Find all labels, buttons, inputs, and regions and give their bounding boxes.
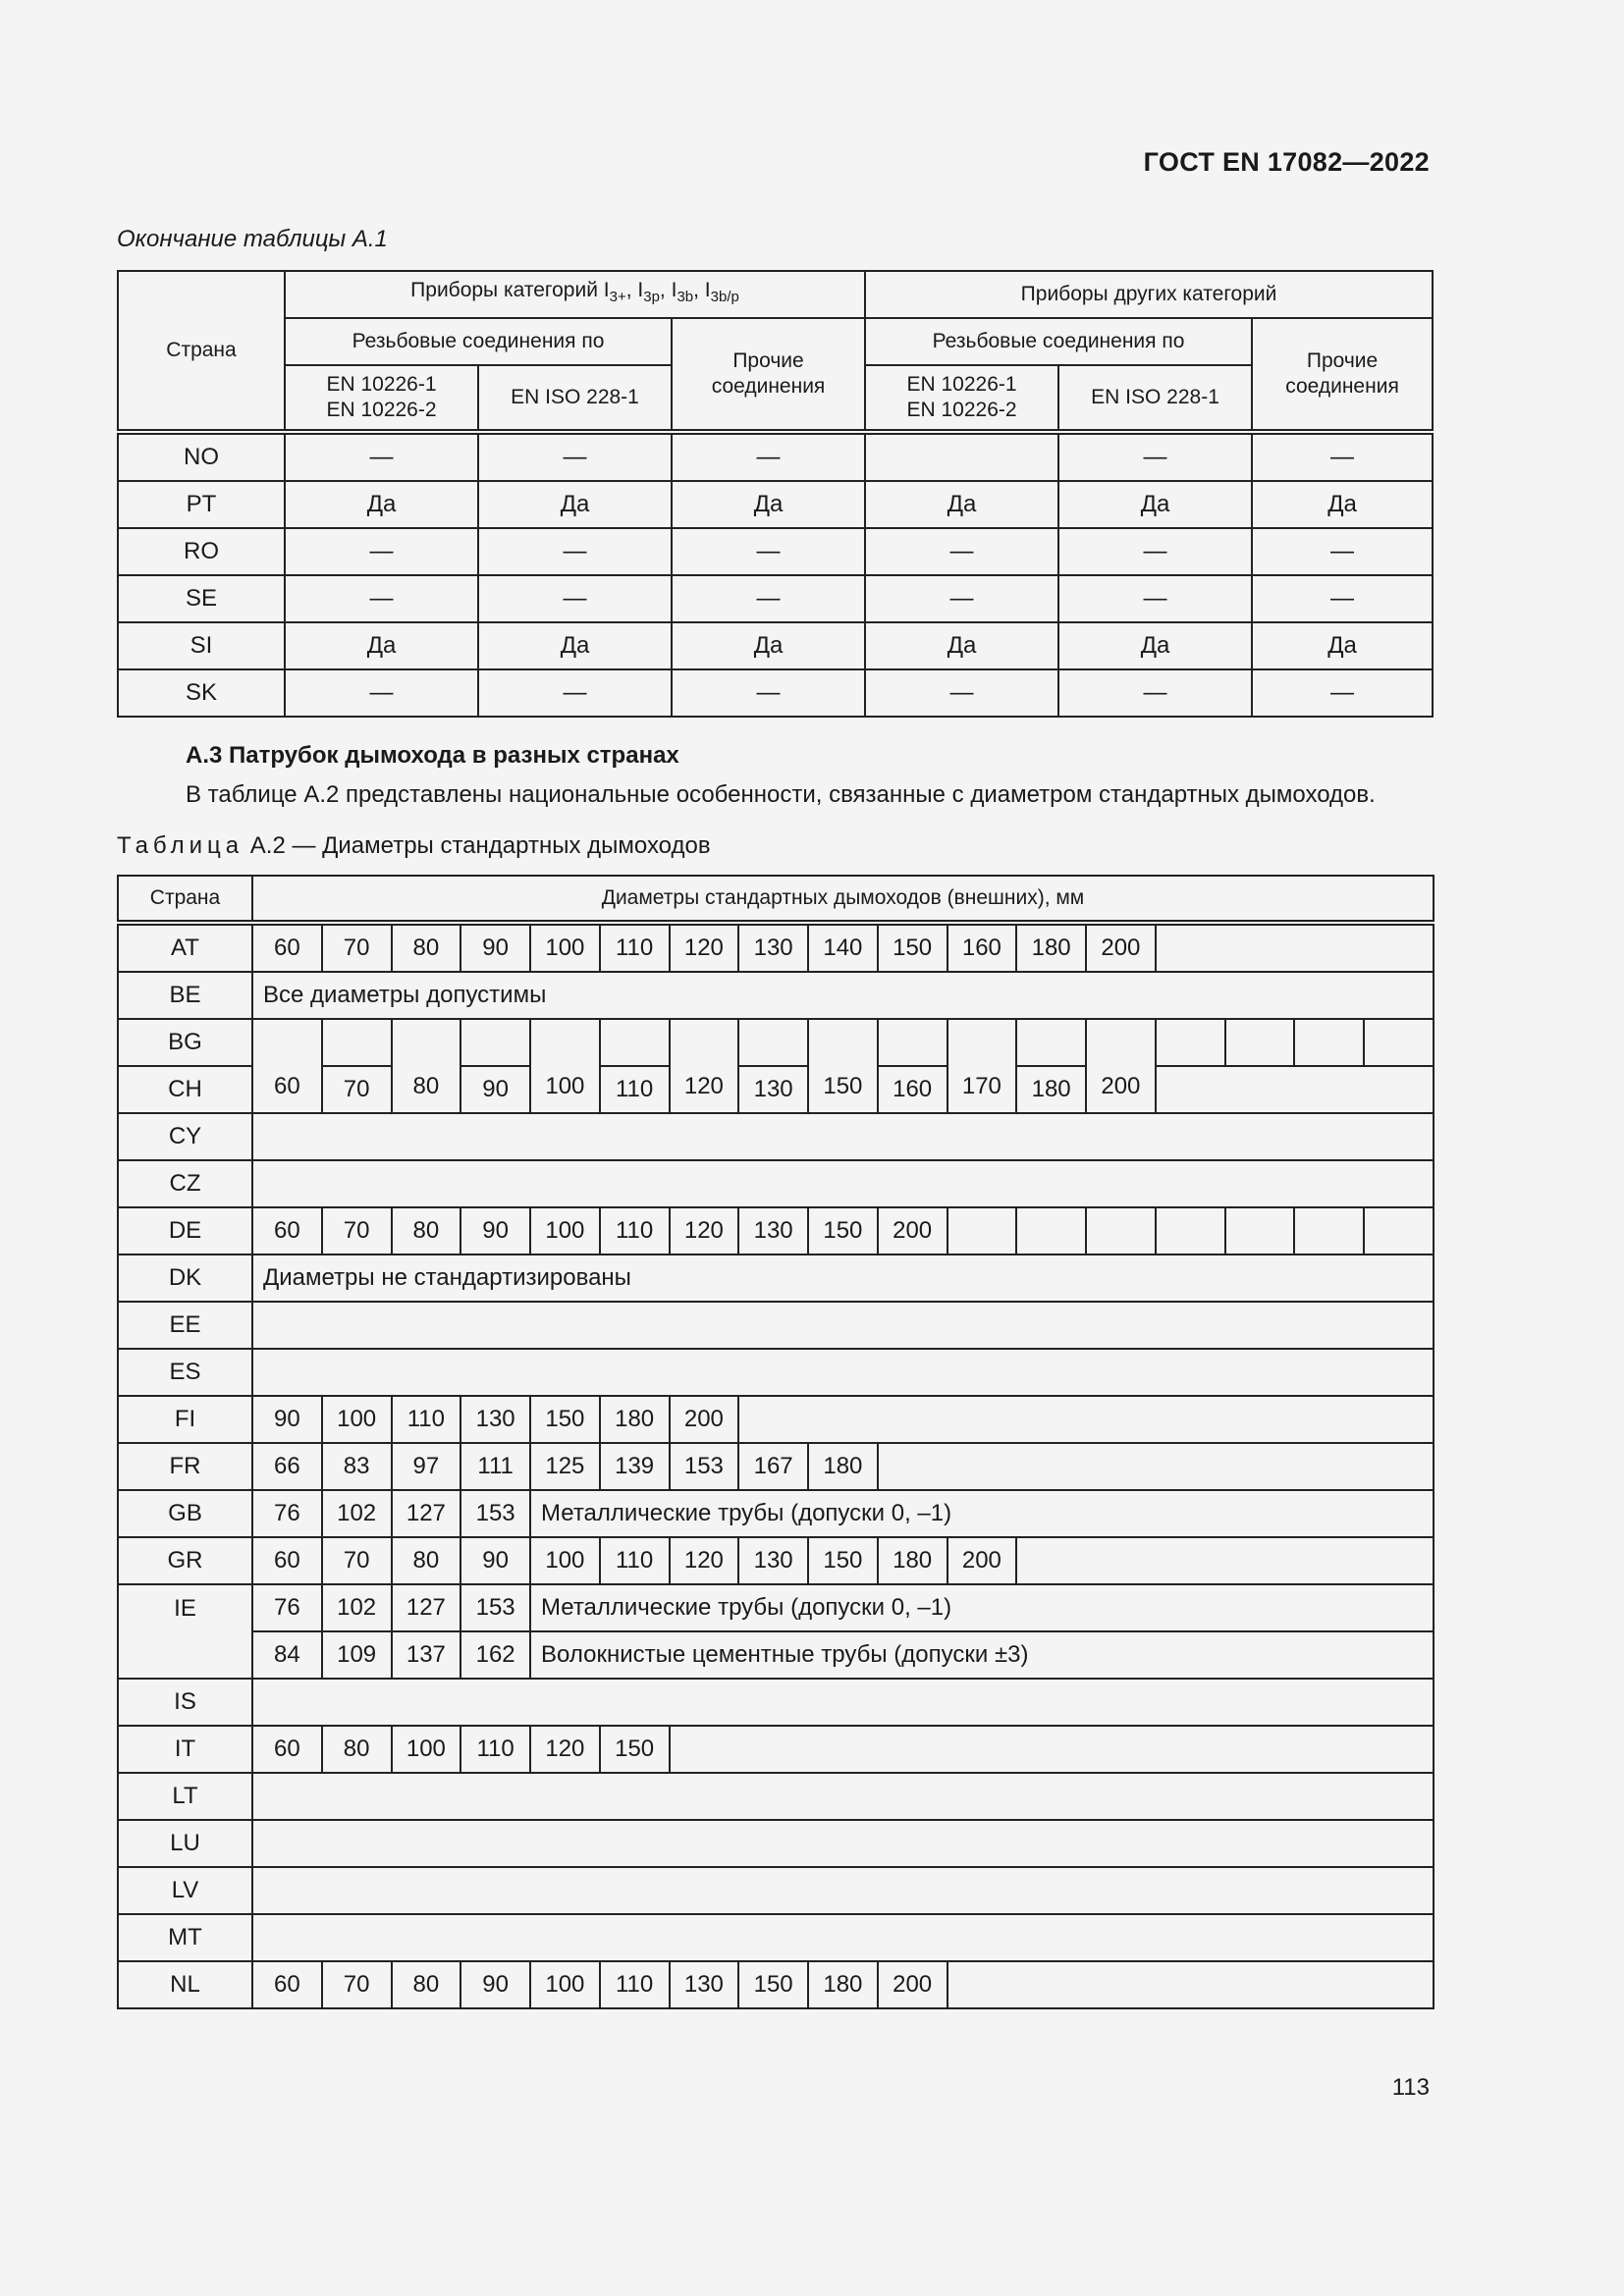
table-row (118, 972, 1434, 1019)
country-cell: PT (118, 481, 285, 528)
value-cell: — (1058, 432, 1252, 481)
value-cell: 130 (670, 1961, 739, 2008)
value-cell: 80 (322, 1726, 392, 1773)
value-cell: 111 (460, 1443, 530, 1490)
country-cell: FR (118, 1443, 252, 1490)
value-cell: 84 (252, 1631, 322, 1679)
value-cell: 90 (460, 923, 530, 972)
value-cell: 60 (252, 1961, 322, 2008)
country-cell: DE (118, 1207, 252, 1255)
value-cell: Да (1058, 481, 1252, 528)
table-a1-header-other-1: Прочие соединения (672, 318, 865, 432)
empty-cell (1294, 1019, 1364, 1066)
empty-cell (252, 1113, 1434, 1160)
value-cell: 110 (460, 1726, 530, 1773)
empty-cell (1364, 1019, 1434, 1066)
empty-cell (252, 1302, 1434, 1349)
empty-cell (252, 1773, 1434, 1820)
value-cell: 60 (252, 1019, 322, 1113)
table-row (118, 1584, 1434, 1631)
value-cell: 150 (878, 923, 947, 972)
value-cell: 162 (460, 1631, 530, 1679)
value-cell: — (1252, 575, 1433, 622)
value-cell: 83 (322, 1443, 392, 1490)
value-cell: 100 (392, 1726, 461, 1773)
table-a1 (117, 270, 1434, 718)
value-cell: — (1058, 575, 1252, 622)
value-cell: 127 (392, 1584, 461, 1631)
value-cell: 200 (878, 1961, 947, 2008)
empty-cell (1016, 1537, 1434, 1584)
value-cell: 200 (670, 1396, 739, 1443)
value-cell: 180 (808, 1443, 878, 1490)
empty-cell (1364, 1207, 1434, 1255)
value-cell: 180 (600, 1396, 670, 1443)
empty-cell (670, 1726, 1435, 1773)
table-row (118, 1349, 1434, 1396)
table-row (118, 1396, 1434, 1443)
value-cell: 90 (252, 1396, 322, 1443)
value-cell: — (285, 669, 478, 717)
value-cell: 150 (738, 1961, 808, 2008)
table-row (118, 1914, 1434, 1961)
value-cell: 127 (392, 1490, 461, 1537)
country-cell: SE (118, 575, 285, 622)
empty-cell (1294, 1207, 1364, 1255)
empty-cell (252, 1160, 1434, 1207)
value-cell: 100 (530, 923, 600, 972)
table-row (118, 1255, 1434, 1302)
value-cell: 100 (322, 1396, 392, 1443)
value-cell: — (865, 669, 1058, 717)
value-cell: 130 (738, 1537, 808, 1584)
value-cell: — (1252, 432, 1433, 481)
table-a1-continuation-title: Окончание таблицы А.1 (117, 226, 388, 252)
value-cell: 125 (530, 1443, 600, 1490)
empty-cell (252, 1867, 1434, 1914)
value-cell: 150 (808, 1537, 878, 1584)
value-cell: 140 (808, 923, 878, 972)
value-cell: 130 (738, 1066, 808, 1113)
empty-cell (322, 1019, 392, 1066)
country-cell: CZ (118, 1160, 252, 1207)
value-cell: 76 (252, 1584, 322, 1631)
value-cell: — (478, 528, 672, 575)
table-row (118, 1019, 1434, 1066)
table-row (118, 1302, 1434, 1349)
empty-cell (1225, 1207, 1295, 1255)
table-row (118, 1207, 1434, 1255)
value-cell: — (865, 528, 1058, 575)
empty-cell (600, 1019, 670, 1066)
empty-cell (1156, 923, 1434, 972)
value-cell: 180 (1016, 1066, 1086, 1113)
value-cell: Да (672, 622, 865, 669)
value-cell: 70 (322, 1066, 392, 1113)
value-cell: 100 (530, 1207, 600, 1255)
table-row (118, 1679, 1434, 1726)
value-cell: — (1058, 528, 1252, 575)
value-cell: 60 (252, 1537, 322, 1584)
empty-cell (878, 1443, 1434, 1490)
empty-cell (947, 1207, 1017, 1255)
table-row (118, 481, 1433, 528)
country-cell: GB (118, 1490, 252, 1537)
table-a1-header-en10226-1: EN 10226-1 EN 10226-2 (285, 365, 478, 432)
table-a1-header-country: Страна (118, 271, 285, 432)
empty-cell (738, 1396, 1434, 1443)
value-cell: 80 (392, 1537, 461, 1584)
table-a2-header-diameters: Диаметры стандартных дымоходов (внешних), мм (252, 876, 1434, 923)
value-cell: 139 (600, 1443, 670, 1490)
value-cell: 153 (460, 1584, 530, 1631)
value-cell: 180 (878, 1537, 947, 1584)
value-cell: Да (285, 481, 478, 528)
value-cell: 150 (600, 1726, 670, 1773)
table-row (118, 1867, 1434, 1914)
value-cell: Да (672, 481, 865, 528)
section-a3-paragraph: В таблице А.2 представлены национальные особенности, связанные с диаметром стандартных дымоходов. (186, 781, 1376, 808)
value-cell: 76 (252, 1490, 322, 1537)
note-cell: Металлические трубы (допуски 0, –1) (530, 1584, 1434, 1631)
empty-cell (460, 1019, 530, 1066)
table-row (118, 1820, 1434, 1867)
value-cell: 110 (600, 923, 670, 972)
table-a1-body (118, 432, 1433, 717)
value-cell: 110 (600, 1537, 670, 1584)
table-row (118, 923, 1434, 972)
country-cell: BG (118, 1019, 252, 1066)
table-a2-body (118, 923, 1434, 2008)
country-cell: IS (118, 1679, 252, 1726)
country-cell: RO (118, 528, 285, 575)
empty-cell (252, 1820, 1434, 1867)
value-cell: 120 (530, 1726, 600, 1773)
value-cell: 80 (392, 1961, 461, 2008)
empty-cell (1016, 1207, 1086, 1255)
value-cell: — (672, 432, 865, 481)
value-cell: 70 (322, 1207, 392, 1255)
value-cell: 70 (322, 1537, 392, 1584)
value-cell: 100 (530, 1961, 600, 2008)
value-cell: 160 (947, 923, 1017, 972)
value-cell: 102 (322, 1490, 392, 1537)
value-cell: — (285, 575, 478, 622)
value-cell: Да (478, 622, 672, 669)
value-cell: Да (1252, 622, 1433, 669)
value-cell: 90 (460, 1537, 530, 1584)
country-cell: SI (118, 622, 285, 669)
country-cell: IT (118, 1726, 252, 1773)
value-cell: 200 (1086, 923, 1156, 972)
value-cell: 120 (670, 1537, 739, 1584)
value-cell: 66 (252, 1443, 322, 1490)
country-cell: NO (118, 432, 285, 481)
empty-cell (252, 1679, 1434, 1726)
table-row (118, 669, 1433, 717)
value-cell: Да (865, 481, 1058, 528)
value-cell: 100 (530, 1537, 600, 1584)
value-cell: 130 (738, 1207, 808, 1255)
empty-cell (738, 1019, 808, 1066)
country-cell: EE (118, 1302, 252, 1349)
value-cell: Да (1058, 622, 1252, 669)
table-a2-caption: Таблица А.2 — Диаметры стандартных дымоходов (117, 832, 711, 859)
empty-cell (1016, 1019, 1086, 1066)
value-cell: — (478, 575, 672, 622)
table-a1-header-en-iso-228-1: EN ISO 228-1 (478, 365, 672, 432)
table-row (118, 575, 1433, 622)
value-cell: 109 (322, 1631, 392, 1679)
table-a1-header-other-2: Прочие соединения (1252, 318, 1433, 432)
value-cell: 60 (252, 1207, 322, 1255)
value-cell: Да (478, 481, 672, 528)
value-cell: 200 (947, 1537, 1017, 1584)
value-cell: — (672, 575, 865, 622)
country-cell: ES (118, 1349, 252, 1396)
value-cell: 150 (530, 1396, 600, 1443)
value-cell: Да (1252, 481, 1433, 528)
value-cell: 180 (1016, 923, 1086, 972)
value-cell: 70 (322, 1961, 392, 2008)
table-row (118, 1160, 1434, 1207)
value-cell: 170 (947, 1019, 1017, 1113)
table-a1-header-threaded-2: Резьбовые соединения по (865, 318, 1252, 365)
country-cell: CH (118, 1066, 252, 1113)
text-cell: Диаметры не стандартизированы (252, 1255, 1434, 1302)
table-row (118, 1537, 1434, 1584)
country-cell: GR (118, 1537, 252, 1584)
country-cell: NL (118, 1961, 252, 2008)
value-cell: 137 (392, 1631, 461, 1679)
value-cell: — (672, 528, 865, 575)
empty-cell (252, 1914, 1434, 1961)
empty-cell (878, 1019, 947, 1066)
empty-cell (1225, 1019, 1295, 1066)
country-cell: BE (118, 972, 252, 1019)
value-cell: 110 (392, 1396, 461, 1443)
value-cell: 120 (670, 1207, 739, 1255)
value-cell: — (1252, 669, 1433, 717)
value-cell: 150 (808, 1019, 878, 1113)
note-cell: Металлические трубы (допуски 0, –1) (530, 1490, 1434, 1537)
document-id: ГОСТ EN 17082—2022 (1143, 147, 1430, 177)
value-cell: 120 (670, 1019, 739, 1113)
value-cell: 97 (392, 1443, 461, 1490)
value-cell: Да (865, 622, 1058, 669)
value-cell: Да (285, 622, 478, 669)
empty-cell (1086, 1207, 1156, 1255)
value-cell: 100 (530, 1019, 600, 1113)
empty-cell (1156, 1207, 1225, 1255)
value-cell: 80 (392, 1207, 461, 1255)
country-cell: CY (118, 1113, 252, 1160)
table-row (118, 1443, 1434, 1490)
table-a1-header-group1: Приборы категорий $I_{3+}$, $I_{3p}$, $I_{3b}$, $I_{3b/p}$ (285, 271, 865, 318)
value-cell: 110 (600, 1207, 670, 1255)
value-cell: 200 (1086, 1019, 1156, 1113)
country-cell: AT (118, 923, 252, 972)
value-cell: 80 (392, 923, 461, 972)
value-cell: 150 (808, 1207, 878, 1255)
value-cell: 102 (322, 1584, 392, 1631)
table-row (118, 1961, 1434, 2008)
value-cell: — (1058, 669, 1252, 717)
table-row (118, 1631, 1434, 1679)
value-cell: — (865, 575, 1058, 622)
country-cell: MT (118, 1914, 252, 1961)
country-cell: FI (118, 1396, 252, 1443)
table-row (118, 622, 1433, 669)
value-cell: — (285, 432, 478, 481)
value-cell: 80 (392, 1019, 461, 1113)
table-row (118, 1490, 1434, 1537)
section-a3-title: А.3 Патрубок дымохода в разных странах (186, 742, 679, 769)
country-cell: SK (118, 669, 285, 717)
value-cell: 90 (460, 1066, 530, 1113)
value-cell: 130 (738, 923, 808, 972)
value-cell: 90 (460, 1961, 530, 2008)
value-cell: 160 (878, 1066, 947, 1113)
empty-cell (1156, 1019, 1225, 1066)
table-a2 (117, 875, 1435, 2009)
value-cell: 200 (878, 1207, 947, 1255)
country-cell: LV (118, 1867, 252, 1914)
value-cell: 90 (460, 1207, 530, 1255)
value-cell: — (672, 669, 865, 717)
table-row (118, 1113, 1434, 1160)
country-cell: LU (118, 1820, 252, 1867)
value-cell: 110 (600, 1961, 670, 2008)
empty-cell (947, 1961, 1435, 2008)
value-cell: 167 (738, 1443, 808, 1490)
table-row (118, 1773, 1434, 1820)
value-cell: 110 (600, 1066, 670, 1113)
table-row (118, 528, 1433, 575)
text-cell: Все диаметры допустимы (252, 972, 1434, 1019)
value-cell: — (478, 432, 672, 481)
value-cell: 120 (670, 923, 739, 972)
value-cell: 180 (808, 1961, 878, 2008)
country-cell: IE (118, 1584, 252, 1679)
table-a1-header-group2: Приборы других категорий (865, 271, 1433, 318)
table-row (118, 1726, 1434, 1773)
table-a1-header-en-iso-228-2: EN ISO 228-1 (1058, 365, 1252, 432)
value-cell: 60 (252, 923, 322, 972)
country-cell: DK (118, 1255, 252, 1302)
country-cell: LT (118, 1773, 252, 1820)
empty-cell (1156, 1066, 1434, 1113)
note-cell: Волокнистые цементные трубы (допуски ±3) (530, 1631, 1434, 1679)
value-cell (865, 432, 1058, 481)
value-cell: — (1252, 528, 1433, 575)
value-cell: 130 (460, 1396, 530, 1443)
empty-cell (252, 1349, 1434, 1396)
value-cell: 153 (670, 1443, 739, 1490)
value-cell: 153 (460, 1490, 530, 1537)
value-cell: 70 (322, 923, 392, 972)
value-cell: — (285, 528, 478, 575)
value-cell: — (478, 669, 672, 717)
value-cell: 60 (252, 1726, 322, 1773)
table-a1-header-threaded-1: Резьбовые соединения по (285, 318, 672, 365)
page-number: 113 (1391, 2074, 1430, 2101)
table-row (118, 432, 1433, 481)
table-a2-header-country: Страна (118, 876, 252, 923)
table-a1-header-en10226-2: EN 10226-1 EN 10226-2 (865, 365, 1058, 432)
